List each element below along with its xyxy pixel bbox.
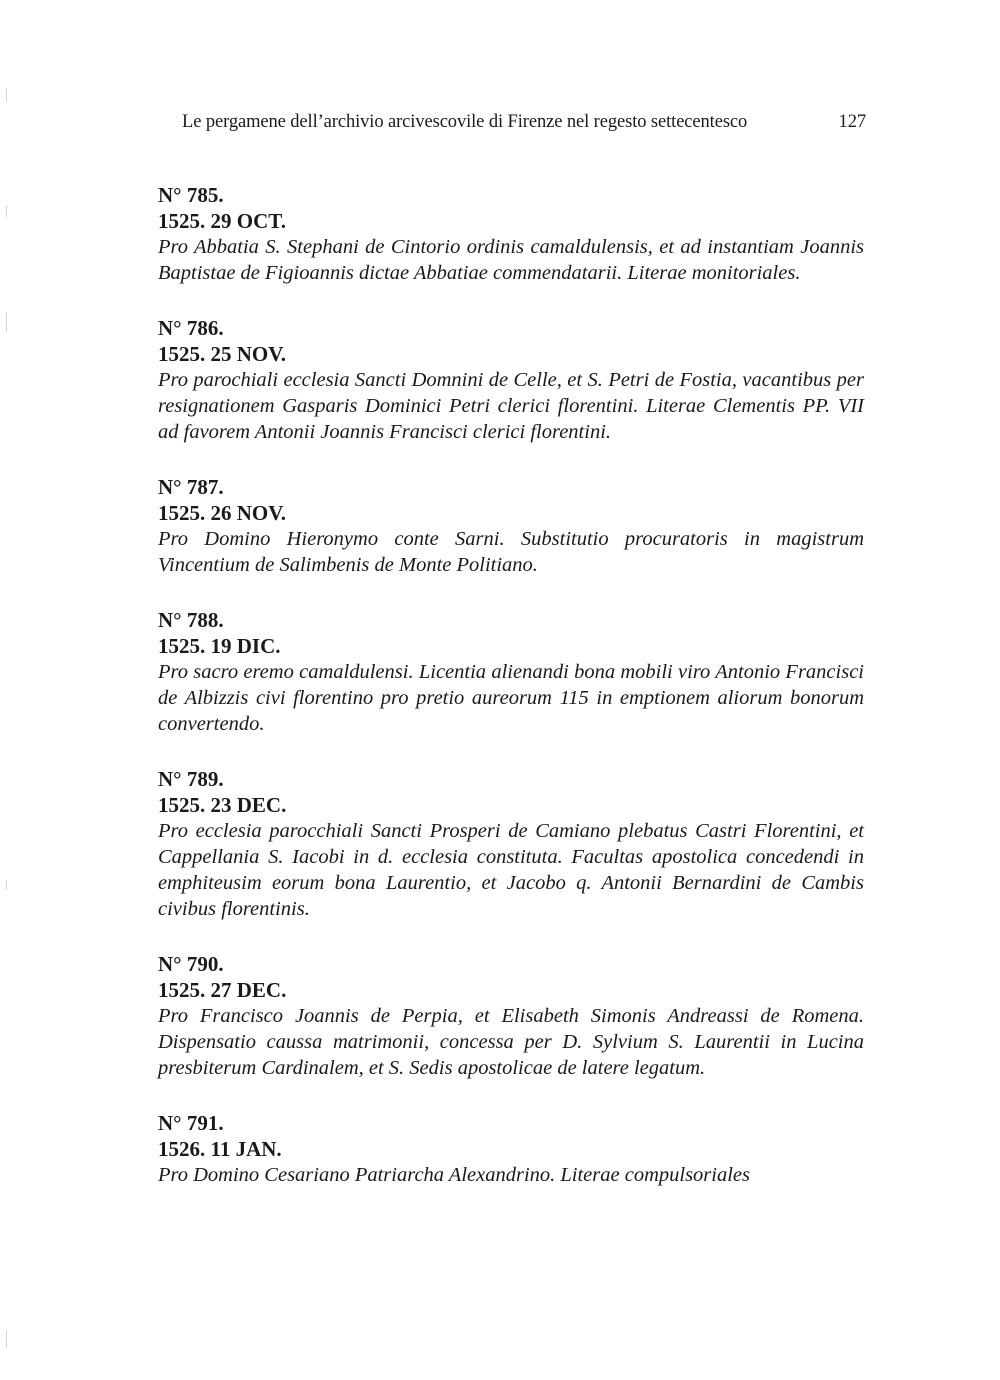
entry-788 [158,607,864,737]
entry-text: Pro ecclesia parocchiali Sancti Prosperi de Camiano plebatus Castri Florentini, et Cappellania S. Iacobi in d. ecclesia constituta. Facultas apostolica concedendi in emphiteusim eorum bona Laurentio, et Jacobo q. Antonii Bernardini de Cambis civibus florentinis. [158,820,864,920]
entry-number: N° 789. [158,767,224,791]
running-title: Le pergamene dell’archivio arcivescovile di Firenze nel regesto settecentesco [182,112,748,132]
entry-790 [158,951,864,1081]
page-number: 127 [838,112,866,132]
entry-number: N° 790. [158,952,224,976]
entry-text: Pro sacro eremo camaldulensi. Licentia alienandi bona mobili viro Antonio Francisci de Albizzis civi florentino pro pretio aureorum 115 in emptionem aliorum bonorum convertendo. [158,661,864,735]
entry-text: Pro parochiali ecclesia Sancti Domnini de Celle, et S. Petri de Fostia, vacantibus per resignationem Gasparis Dominici Petri clerici florentini. Literae Clementis PP. VII ad favorem Antonii Joannis Francisci clerici florentini. [158,369,864,443]
entry-date: 1525. 27 DEC. [158,978,287,1002]
entry-text: Pro Domino Cesariano Patriarcha Alexandrino. Literae compulsoriales [158,1164,751,1186]
entry-786 [158,315,864,445]
entry-number: N° 788. [158,608,224,632]
entry-date: 1525. 25 NOV. [158,342,286,366]
regesto-entries [158,182,864,1217]
entry-number: N° 786. [158,316,224,340]
entry-787 [158,474,864,578]
entry-text: Pro Domino Hieronymo conte Sarni. Substitutio procuratoris in magistrum Vincentium de Salimbenis de Monte Politiano. [158,528,864,576]
entry-date: 1525. 26 NOV. [158,501,286,525]
entry-date: 1526. 11 JAN. [158,1137,282,1161]
entry-text: Pro Abbatia S. Stephani de Cintorio ordinis camaldulensis, et ad instantiam Joannis Baptistae de Figioannis dictae Abbatiae commendatarii. Literae monitoriales. [158,236,864,284]
entry-date: 1525. 19 DIC. [158,634,281,658]
entry-785 [158,182,864,286]
entry-date: 1525. 29 OCT. [158,209,286,233]
entry-number: N° 787. [158,475,224,499]
entry-date: 1525. 23 DEC. [158,793,287,817]
entry-791 [158,1110,864,1188]
entry-789 [158,766,864,922]
entry-number: N° 785. [158,183,224,207]
entry-text: Pro Francisco Joannis de Perpia, et Elisabeth Simonis Andreassi de Romena. Dispensatio caussa matrimonii, concessa per D. Sylvium S. Laurentii in Lucina presbiterum Cardinalem, et S. Sedis apostolicae de latere legatum. [158,1005,864,1079]
running-header [182,112,866,133]
entry-number: N° 791. [158,1111,224,1135]
